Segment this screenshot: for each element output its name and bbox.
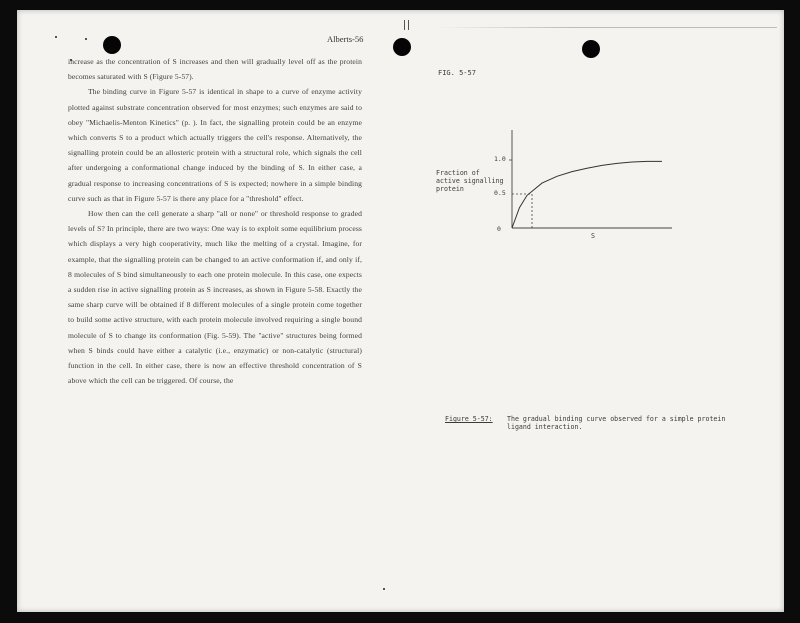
speck [383,588,385,590]
figure-label: FIG. 5-57 [438,69,476,77]
page-header-label: Alberts-56 [327,34,364,44]
paragraph-2: The binding curve in Figure 5-57 is identical in shape to a curve of enzyme activity plotted against substrate concentration observed for most enzymes; such enzymes are said to obey "Michaelis-Menton Kinetics" (p. ). In fact, the signalling protein could be an enzyme which converts S to a product which actually triggers the cell's response. Alternatively, the signalling protein could be an allosteric protein with a structural role, which signals the cell after undergoing a conformational change induced by the binding of S. In either case, a gradual response to increasing concentrations of S is expected; nowhere in a simple binding curve such as that in Figure 5-57 is there any place for a "threshold" effect. [68,87,362,203]
paragraph-3: How then can the cell generate a sharp "all or none" or threshold response to graded levels of S? In principle, there are two ways: One way is to exploit some equilibrium process which displays a very high cooperativity, much like the melting of a crystal. Imagine, for example, that the signalling protein can be changed to an active conformation if, and only if, 8 molecules of S bind simultaneously to each one protein molecule. In this case, one expects a sudden rise in active signalling protein as S increases, as shown in Figure 5-58. Exactly the same sharp curve will be obtained if 8 different molecules of a single protein come together to build some active structure, with each protein molecule involved requiring a single bound molecule of S to change its conformation (Fig. 5-59). The "active" structures being formed when S binds could have either a catalytic (i.e., enzymatic) or non-catalytic (structural) function in the cell. In either case, there is now an effective threshold concentration of S above which the cell can be triggered. Of course, the [68,209,362,386]
body-text [68,54,362,388]
speck [85,38,87,40]
y-axis-label-line: protein [436,185,464,193]
page-top-edge-line [437,27,777,28]
y-tick-label: 0.5 [494,189,506,197]
y-tick-label: 0 [497,225,501,233]
punch-hole-right [582,40,600,58]
y-axis-label-line: Fraction of [436,169,480,177]
y-tick-label: 1.0 [494,155,506,163]
caption-text: The gradual binding curve observed for a simple protein ligand interaction. [507,415,726,431]
y-axis-label-line: active signalling [436,177,504,185]
paragraph-1: increase as the concentration of S increases and then will gradually level off as the protein becomes saturated with S (Figure 5-57). [68,57,362,82]
punch-hole-middle [393,38,411,56]
page-tab-mark [404,20,409,30]
caption-label: Figure 5-57: [445,415,493,423]
speck [55,36,57,38]
x-axis-label: S [591,232,595,240]
punch-hole-left [103,36,121,54]
